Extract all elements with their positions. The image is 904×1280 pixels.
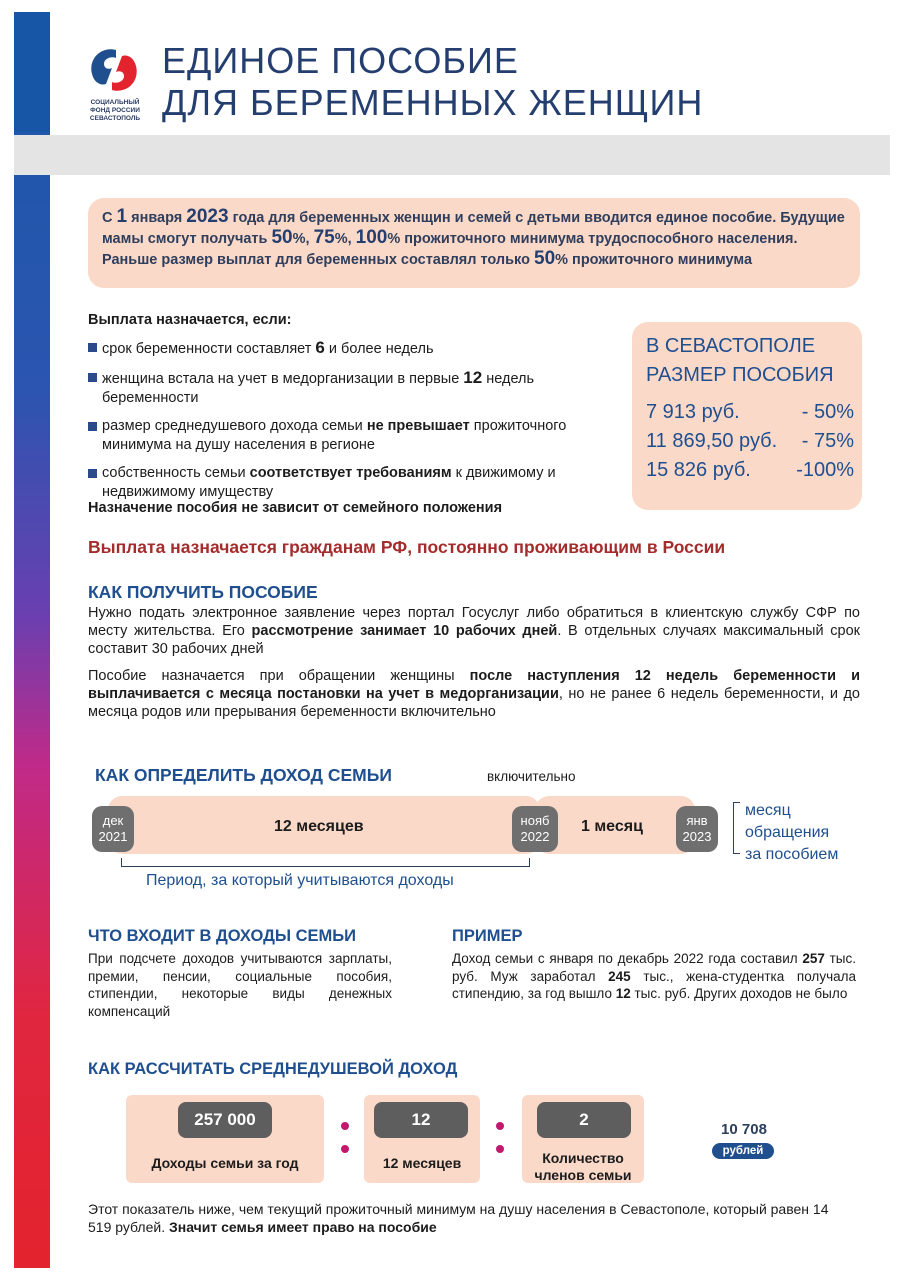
logo-line: СЕВАСТОПОЛЬ <box>89 115 141 122</box>
intro-text: %, <box>334 231 356 247</box>
item-text: женщина встала на учет в медорганизации в первые <box>102 371 464 387</box>
amount-row <box>646 398 854 427</box>
example-bold: 257 <box>802 951 825 966</box>
sevastopol-amount-box <box>632 322 862 510</box>
calc-result-value: 10 708 <box>721 1121 767 1138</box>
timeline-12-months-label: 12 месяцев <box>274 818 364 835</box>
pill-year: 2022 <box>520 829 550 844</box>
how-to-get-paragraph <box>88 604 860 658</box>
item-bold: соответствует требованиям <box>249 465 452 481</box>
list-item <box>88 417 618 455</box>
example-heading: ПРИМЕР <box>452 927 523 945</box>
page-title-line: ДЛЯ БЕРЕМЕННЫХ ЖЕНЩИН <box>162 82 704 123</box>
bullet-square-icon <box>88 469 97 478</box>
amount-percent: -100% <box>796 459 854 481</box>
sevastopol-heading: РАЗМЕР ПОСОБИЯ <box>646 364 834 386</box>
income-includes-text: При подсчете доходов учитываются зарплаты, премии, пенсии, социальные пособия, стипендии, некоторые виды денежных компенсаций <box>88 951 392 1019</box>
period-caption: Период, за который учитываются доходы <box>146 872 454 889</box>
item-number: 6 <box>315 338 325 357</box>
calc-income-label: Доходы семьи за год <box>151 1155 299 1171</box>
item-text: и более недель <box>324 341 434 357</box>
intro-text: % прожиточного минимума <box>555 252 753 268</box>
calc-months-value: 12 <box>374 1102 468 1138</box>
para-text: . В отдельных случаях максимальный срок составит 30 рабочих дней <box>88 623 860 657</box>
item-text: прожиточного минимума на душу населения в регионе <box>102 418 567 453</box>
pill-year: 2023 <box>682 829 712 844</box>
example-part: тыс. руб. Других доходов не было <box>630 986 848 1001</box>
apply-month-line: месяц <box>745 802 791 819</box>
side-gradient-bar <box>14 12 50 1268</box>
amount-percent: - 50% <box>801 401 854 423</box>
calc-income-value: 257 000 <box>178 1102 272 1138</box>
divide-dot-icon <box>496 1122 504 1130</box>
apply-month-bracket <box>733 802 740 854</box>
para-text: Пособие назначается при обращении женщины <box>88 668 470 684</box>
amount-value: 15 826 руб. <box>646 459 751 481</box>
intro-number: 50 <box>271 227 293 248</box>
pill-year: 2021 <box>98 829 128 844</box>
final-bold: Значит семья имеет право на пособие <box>168 1219 437 1235</box>
inclusive-note: включительно <box>487 769 576 784</box>
logo-caption <box>80 99 150 123</box>
divide-dot-icon <box>341 1145 349 1153</box>
bullet-square-icon <box>88 373 97 382</box>
intro-text: года для беременных женщин и семей с детьми вводится единое пособие. Будущие мамы смогут получать <box>102 210 845 247</box>
period-bracket <box>121 858 530 867</box>
income-includes-heading: ЧТО ВХОДИТ В ДОХОДЫ СЕМЬИ <box>88 927 356 945</box>
example-text <box>452 950 856 1003</box>
intro-box <box>88 198 860 288</box>
intro-number: 50 <box>534 248 556 269</box>
logo-line: ФОНД РОССИИ <box>90 107 140 114</box>
amount-percent: - 75% <box>801 430 854 452</box>
calc-members-value: 2 <box>537 1102 631 1138</box>
conditions-list <box>88 338 618 511</box>
para-text: , но не ранее 6 недель беременности, и до месяца родов или прерывания беременности включительно <box>88 686 860 720</box>
intro-text: %, <box>292 231 314 247</box>
page-title-line: ЕДИНОЕ ПОСОБИЕ <box>162 40 519 81</box>
list-item <box>88 338 618 359</box>
list-item <box>88 464 618 502</box>
end-month-pill <box>676 806 718 852</box>
conditions-footer: Назначение пособия не зависит от семейного положения <box>88 500 503 516</box>
calc-heading: КАК РАССЧИТАТЬ СРЕДНЕДУШЕВОЙ ДОХОД <box>88 1060 458 1078</box>
final-text: Этот показатель ниже, чем текущий прожиточный минимум на душу населения в Севастополе, который равен 14 519 рублей. <box>88 1201 829 1235</box>
calc-members-line: членов семьи <box>534 1167 632 1183</box>
gray-band <box>14 135 890 175</box>
list-item <box>88 368 618 408</box>
sfr-logo-icon <box>82 44 142 98</box>
intro-number: 2023 <box>186 206 229 227</box>
intro-number: 1 <box>116 206 128 227</box>
example-bold: 12 <box>615 986 631 1001</box>
intro-text: % прожиточного минимума трудоспособного населения. Раньше размер выплат для беременных составлял только <box>102 231 798 268</box>
income-period-heading: КАК ОПРЕДЕЛИТЬ ДОХОД СЕМЬИ <box>95 765 392 785</box>
pill-month: янв <box>686 813 708 828</box>
item-text: недель беременности <box>102 371 535 406</box>
amount-row <box>646 427 854 456</box>
amount-value: 11 869,50 руб. <box>646 430 778 452</box>
intro-number: 100 <box>355 227 388 248</box>
final-note <box>88 1200 848 1236</box>
bullet-square-icon <box>88 343 97 352</box>
how-to-get-heading: КАК ПОЛУЧИТЬ ПОСОБИЕ <box>88 582 318 602</box>
start-month-pill <box>92 806 134 852</box>
conditions-heading: Выплата назначается, если: <box>88 312 292 328</box>
calc-members-line: Количество <box>542 1150 624 1166</box>
page-title <box>162 40 703 124</box>
pill-month: дек <box>102 813 124 828</box>
item-text: размер среднедушевого дохода семьи <box>102 418 367 434</box>
apply-month-label <box>745 800 838 866</box>
intro-text: января <box>127 210 187 226</box>
item-bold: не превышает <box>366 418 470 434</box>
para-bold: после наступления 12 недель беременности и выплачивается с месяца постановки на учет в медорганизации <box>88 668 860 702</box>
apply-month-line: за пособием <box>745 846 839 863</box>
example-part: тыс., жена-студентка получала стипендию, за год вышло <box>452 968 856 1001</box>
apply-month-line: обращения <box>745 824 830 841</box>
sevastopol-heading: В СЕВАСТОПОЛЕ <box>646 335 816 357</box>
pill-month: нояб <box>520 813 550 828</box>
divide-dot-icon <box>496 1145 504 1153</box>
example-part: тыс. руб. Муж заработал <box>452 951 856 984</box>
calc-result-unit-badge: рублей <box>712 1143 774 1159</box>
intro-number: 75 <box>313 227 335 248</box>
divide-dot-icon <box>341 1122 349 1130</box>
para-text: Нужно подать электронное заявление через портал Госуслуг либо обратиться в клиентскую службу СФР по месту жительства. Его <box>88 605 860 639</box>
item-text: собственность семьи <box>102 465 250 481</box>
amount-value: 7 913 руб. <box>646 401 740 423</box>
item-text: к движимому и недвижимому имуществу <box>102 465 556 500</box>
calc-months-label: 12 месяцев <box>382 1155 462 1171</box>
bullet-square-icon <box>88 422 97 431</box>
amount-row <box>646 456 854 485</box>
calc-members-label <box>522 1150 644 1184</box>
intro-text: С <box>102 210 117 226</box>
logo-line: СОЦИАЛЬНЫЙ <box>90 99 140 106</box>
item-number: 12 <box>463 368 483 387</box>
example-bold: 245 <box>608 968 631 984</box>
para-bold: рассмотрение занимает 10 рабочих дней <box>251 623 558 639</box>
citizens-note: Выплата назначается гражданам РФ, постоянно проживающим в России <box>88 537 726 557</box>
side-bar-top <box>14 12 50 132</box>
mid-month-pill <box>512 806 558 852</box>
example-part: Доход семьи с января по декабрь 2022 года составил <box>452 951 803 966</box>
timeline-1-month-label: 1 месяц <box>581 818 643 835</box>
how-to-get-paragraph <box>88 667 860 721</box>
item-text: срок беременности составляет <box>102 341 316 357</box>
